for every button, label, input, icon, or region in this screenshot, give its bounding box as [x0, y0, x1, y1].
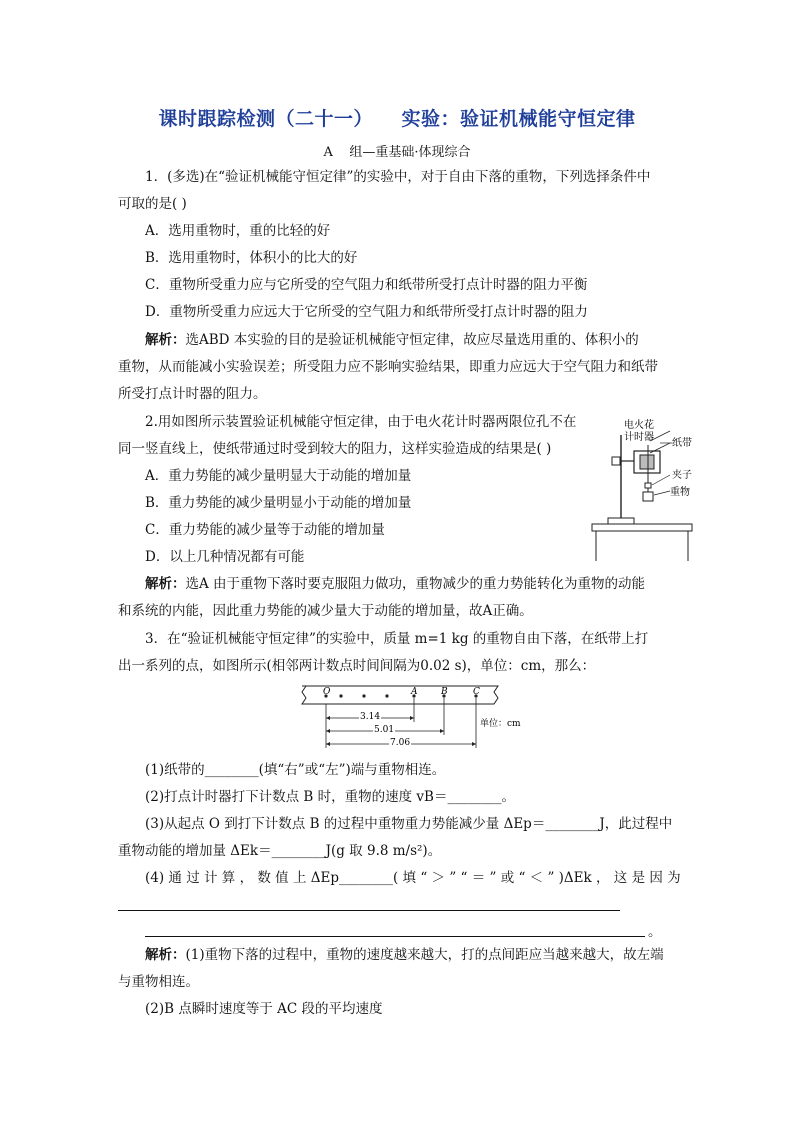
dim-label-oc: 7.06 — [390, 738, 411, 748]
answer-blank-line2 — [145, 936, 645, 937]
dim-label-ob: 5.01 — [374, 725, 395, 735]
q3-part2: (2)打点计时器打下计数点 B 时，重物的速度 vB＝________。 — [145, 789, 515, 805]
q2-option-b: B．重力势能的减少量明显小于动能的增加量 — [145, 495, 412, 511]
section-heading: A 组—重基础·体现综合 — [323, 145, 471, 160]
answer-label: 解析： — [145, 576, 186, 592]
timer-inner — [640, 455, 654, 469]
q3-part3-line1: (3)从起点 O 到打下计数点 B 的过程中重物重力势能减少量 ΔEp＝________J，此过程中 — [145, 816, 673, 832]
tape-dot — [339, 694, 342, 697]
q1-option-d: D．重物所受重力应远大于它所受的空气阻力和纸带所受打点计时器的阻力 — [145, 304, 588, 320]
q3-part3-line2: 重物动能的增加量 ΔEk＝________J(g 取 9.8 m/s²)。 — [118, 843, 442, 859]
q1-option-b: B．选用重物时，体积小的比大的好 — [145, 250, 358, 266]
q3-answer-line2: 与重物相连。 — [118, 974, 199, 990]
q2-option-d: D．以上几种情况都有可能 — [145, 549, 305, 565]
page-title: 课时跟踪检测（二十一） 实验：验证机械能守恒定律 — [158, 108, 636, 130]
tape-label-c: C — [473, 687, 480, 697]
stand-base — [608, 518, 634, 524]
unit-label: 单位：cm — [480, 719, 521, 729]
tape-label-b: B — [441, 687, 448, 697]
tape-dot — [362, 694, 365, 697]
apparatus-figure — [590, 413, 700, 563]
answer-label: 解析： — [145, 947, 186, 963]
q1-option-a: A．选用重物时，重的比轻的好 — [145, 223, 331, 239]
label-weight: 重物 — [670, 487, 690, 498]
q3-part4-end: 。 — [648, 924, 662, 940]
label-tape: 纸带 — [672, 438, 692, 449]
q1-answer-line1 — [145, 330, 639, 350]
leader-line — [654, 491, 670, 495]
label-timer-1: 电火花 — [624, 420, 654, 431]
tape-outline — [302, 686, 498, 704]
q1-stem-line1: 1．(多选)在“验证机械能守恒定律”的实验中，对于自由下落的重物，下列选择条件中 — [145, 169, 651, 185]
q3-stem-line1: 3．在“验证机械能守恒定律”的实验中，质量 m=1 kg 的重物自由下落，在纸带上打 — [145, 631, 649, 647]
q2-option-a: A．重力势能的减少量明显大于动能的增加量 — [145, 468, 412, 484]
q2-answer-line1 — [145, 574, 645, 594]
q1-option-c: C．重物所受重力应与它所受的空气阻力和纸带所受打点计时器的阻力平衡 — [145, 277, 588, 293]
q3-stem-line2: 出一系列的点，如图所示(相邻两计数点时间间隔为0.02 s)，单位：cm，那么： — [118, 658, 596, 674]
q2-option-c: C．重力势能的减少量等于动能的增加量 — [145, 522, 385, 538]
table-top — [592, 524, 692, 531]
q1-answer-line2: 重物，从而能减小实验误差；所受阻力应不影响实验结果，即重力应远大于空气阻力和纸带 — [118, 359, 658, 375]
q3-answer-line3: (2)B 点瞬时速度等于 AC 段的平均速度 — [145, 1001, 383, 1017]
leader-line — [652, 475, 670, 485]
tape-label-a: A — [411, 687, 418, 697]
q2-stem-line2: 同一竖直线上，使纸带通过时受到较大的阻力，这样实验造成的结果是( ) — [118, 441, 552, 457]
stand-clamp — [612, 457, 620, 465]
q2-answer-text1: 选A 由于重物下落时要克服阻力做功，重物减少的重力势能转化为重物的动能 — [185, 576, 646, 592]
label-timer-2: 计时器 — [624, 432, 654, 443]
q3-answer-line1 — [145, 945, 664, 965]
q3-part1: (1)纸带的________(填“右”或“左”)端与重物相连。 — [145, 762, 446, 778]
tape-dot — [385, 694, 388, 697]
dim-label-oa: 3.14 — [360, 712, 381, 722]
q3-answer-text1: (1)重物下落的过程中，重物的速度越来越大，打的点间距应当越来越大，故左端 — [185, 947, 664, 963]
answer-blank-line1 — [118, 910, 620, 911]
label-clip: 夹子 — [672, 470, 692, 481]
clip — [645, 483, 651, 488]
tape-figure — [296, 684, 528, 754]
answer-label: 解析： — [145, 332, 186, 348]
q1-answer-line3: 所受打点计时器的阻力。 — [118, 386, 267, 402]
weight — [643, 492, 653, 501]
tape-label-o: O — [323, 687, 331, 697]
q1-stem-line2: 可取的是( ) — [118, 196, 187, 212]
q3-part4: (4) 通 过 计 算 ， 数 值 上 ΔEp________( 填 “ ＞ ” “ ＝ ” 或 “ ＜ ” )ΔEk ， 这 是 因 为 — [145, 870, 681, 886]
q2-answer-line2: 和系统的内能，因此重力势能的减少量大于动能的增加量，故A正确。 — [118, 603, 533, 619]
q2-stem-line1: 2.用如图所示装置验证机械能守恒定律，由于电火花计时器两限位孔不在 — [145, 414, 577, 430]
q1-answer-text1: 选ABD 本实验的目的是验证机械能守恒定律，故应尽量选用重的、体积小的 — [185, 332, 639, 348]
